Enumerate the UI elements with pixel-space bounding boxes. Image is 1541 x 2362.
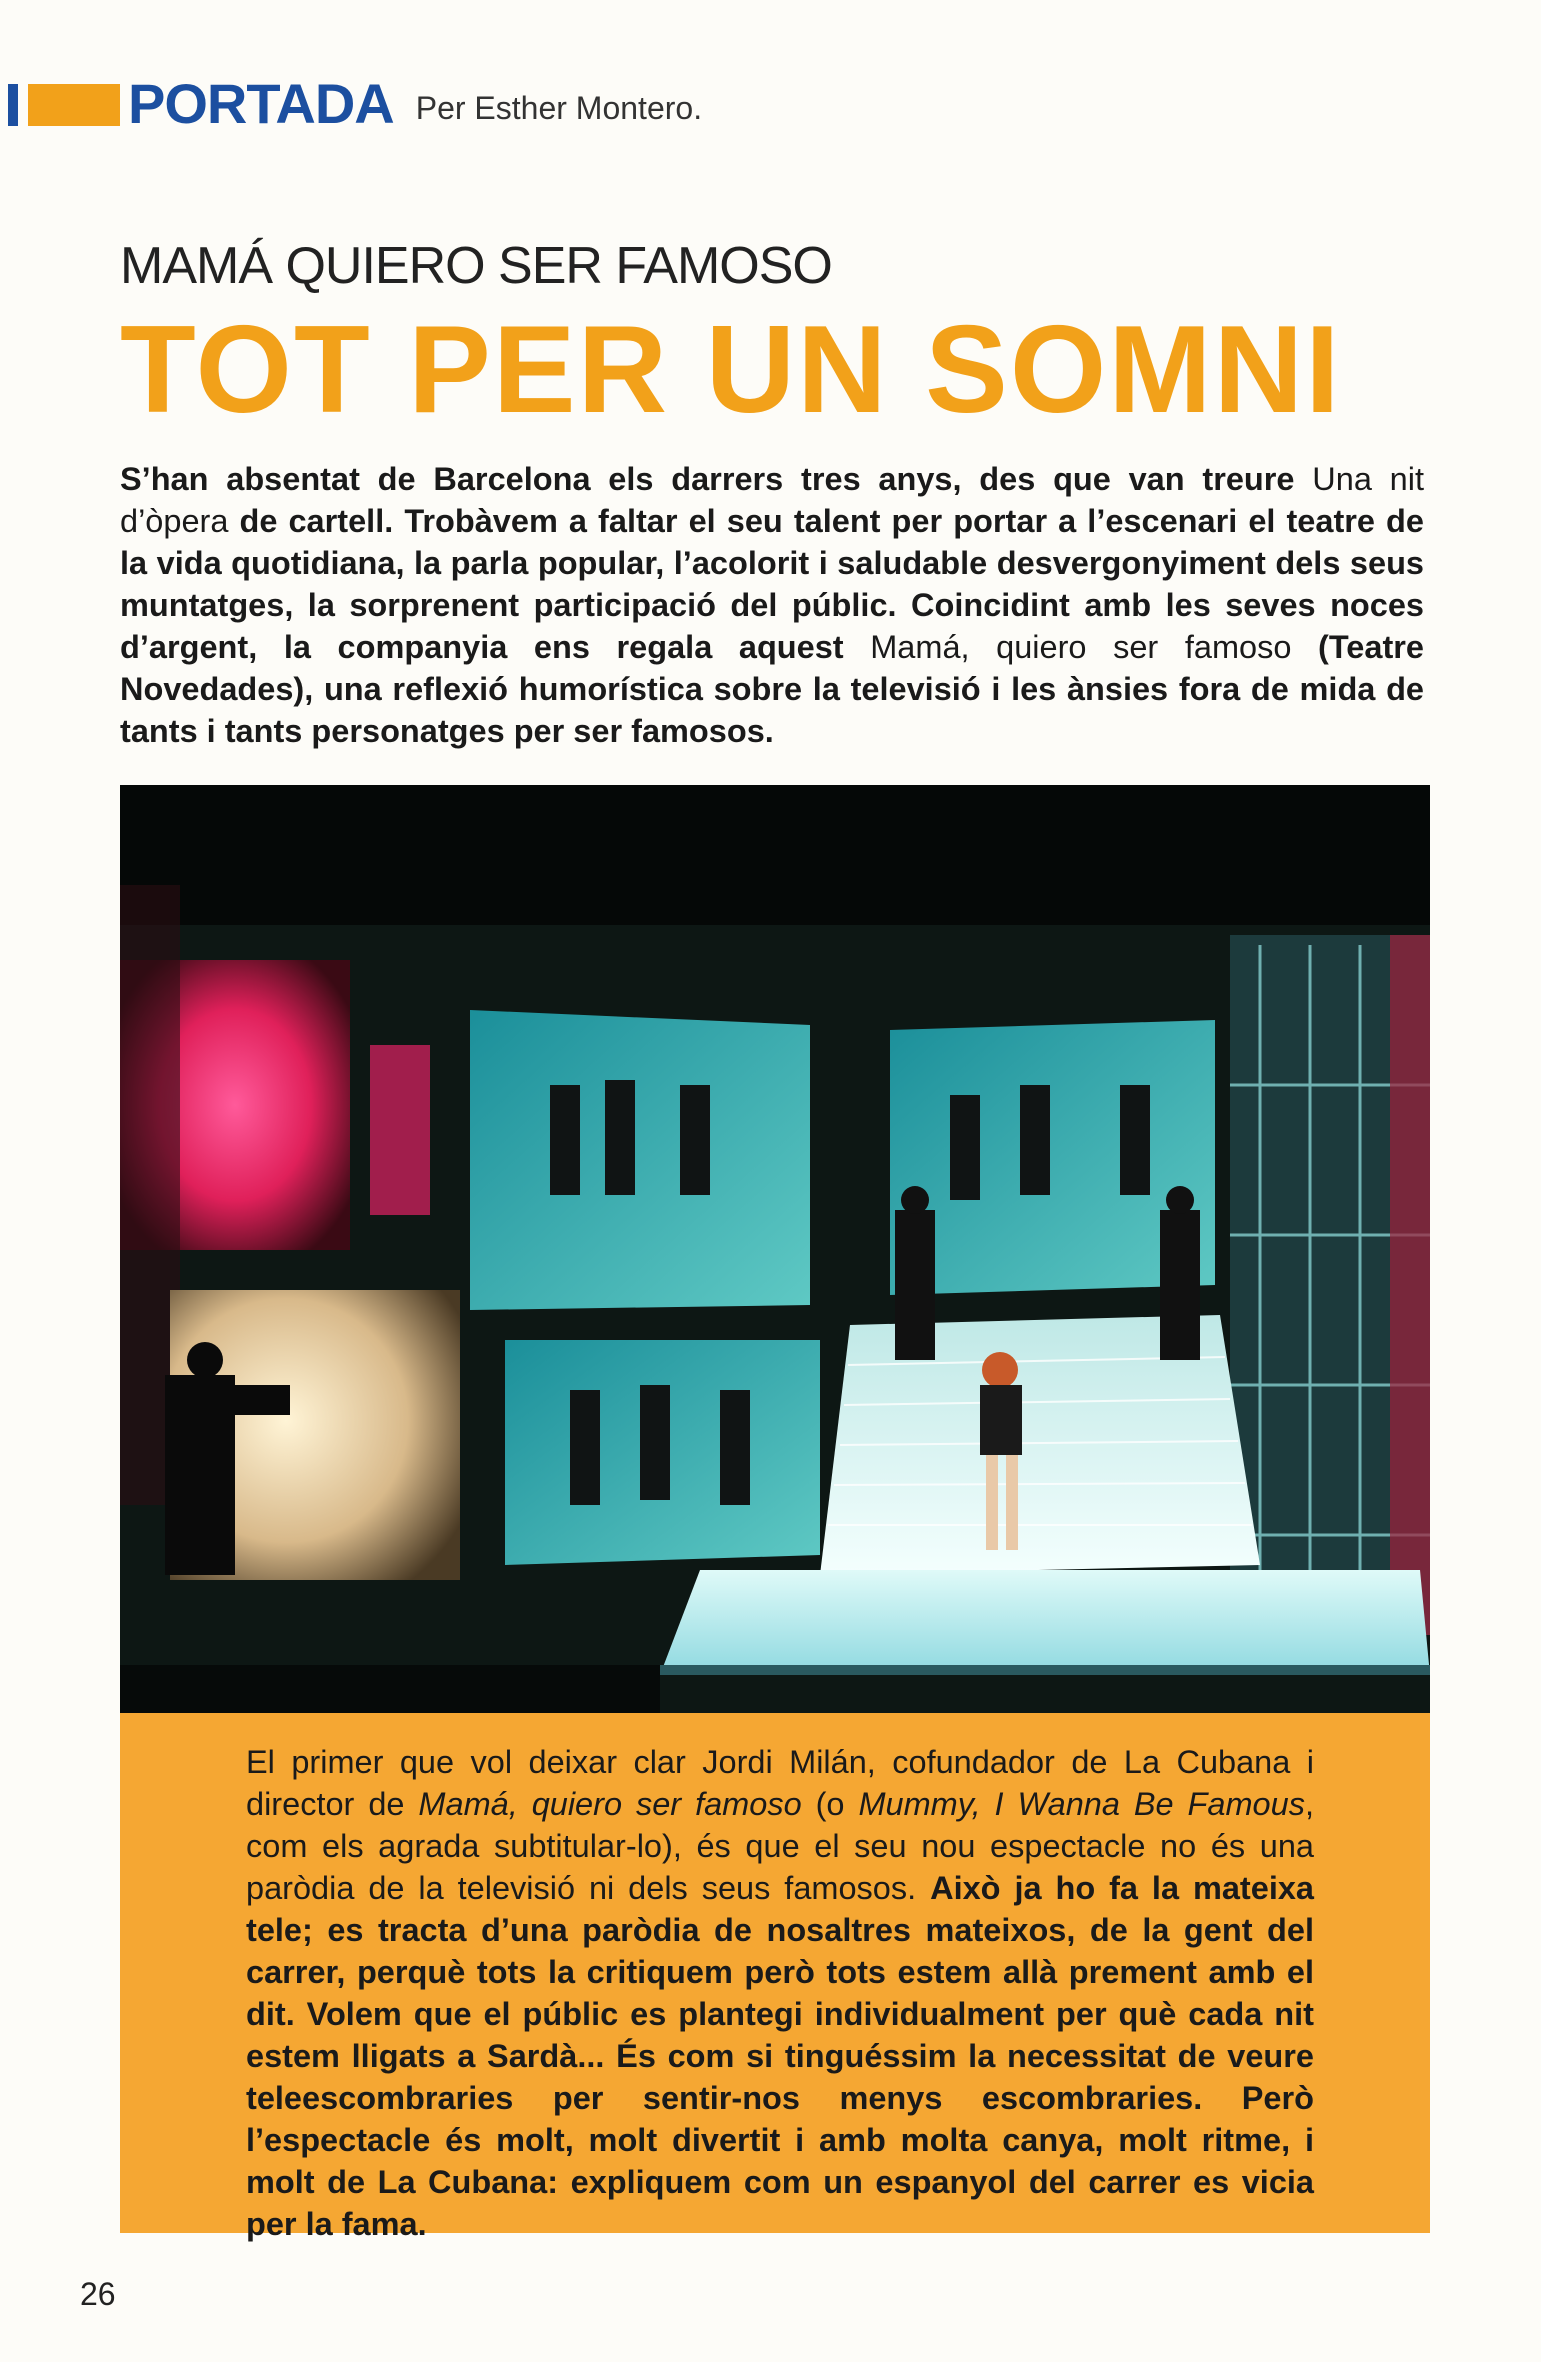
- page-number: 26: [80, 2276, 116, 2312]
- highlight-box: [120, 1713, 1430, 2242]
- headline: TOT PER UN SOMNI: [120, 301, 1342, 439]
- box-title-ref: Mummy, I Wanna Be Famous: [858, 1786, 1305, 1822]
- box-title-ref: Mamá, quiero ser famoso: [418, 1786, 802, 1822]
- box-text: (o: [801, 1786, 859, 1822]
- lead-text: (Teatre Novedades), una reflexió humorística sobre la televisió i les ànsies fora de mida de tants i tants personatges per ser famosos.: [120, 629, 1424, 749]
- lead-title-ref: Una nit d’òpera: [120, 461, 1424, 539]
- box-paragraph: [246, 1741, 1314, 2245]
- box-quote: Això ja ho fa la mateixa tele; es tracta d’una paròdia de nosaltres mateixos, de la gent del carrer, perquè tots la critiquem però tots estem allà prement amb el dit. Volem que el públic es plantegi individualment per què cada nit estem lligats a Sardà... És com si tinguéssim la necessitat de veure teleescombraries per sentir-nos menys escombraries. Però l’espectacle és molt, molt divertit i amb molta canya, molt ritme, i molt de La Cubana: expliquem com un espanyol del carrer es vicia per la fama.: [246, 1870, 1314, 2242]
- lead-text: S’han absentat de Barcelona els darrers tres anys, des que van treure: [120, 461, 1313, 497]
- lead-title-ref: Mamá, quiero ser famoso: [870, 629, 1292, 665]
- stage-photo: [120, 785, 1430, 1715]
- section-name: PORTADA: [128, 72, 394, 135]
- box-text: El primer que vol deixar clar Jordi Milán, cofundador de La Cubana i director de: [246, 1744, 1314, 1822]
- byline: Per Esther Montero.: [415, 90, 703, 126]
- section-marker-orange: [28, 84, 120, 126]
- lead-text: de cartell. Trobàvem a faltar el seu talent per portar a l’escenari el teatre de la vida quotidiana, la parla popular, l’acolorit i saludable desvergonyiment dels seus muntatges, la sorprenent participació del públic. Coincidint amb les seves noces d’argent, la companyia ens regala aquest: [120, 503, 1424, 665]
- section-marker-blue: [8, 84, 18, 126]
- section-header: [8, 72, 703, 135]
- kicker: MAMÁ QUIERO SER FAMOSO: [120, 237, 832, 295]
- box-text: , com els agrada subtitular-lo), és que el seu nou espectacle no és una paròdia de la televisió ni dels seus famosos.: [246, 1786, 1314, 1906]
- lead-paragraph: [120, 458, 1424, 752]
